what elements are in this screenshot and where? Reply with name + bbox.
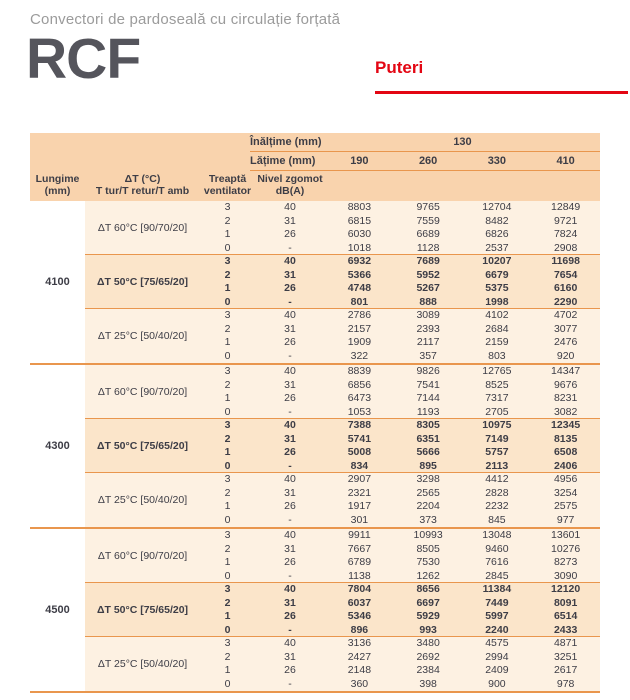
power-value-cell: 2617	[553, 664, 578, 676]
power-value-cell: 1909	[347, 336, 372, 348]
power-value-cell: 6514	[553, 610, 578, 622]
power-value-cell: 2427	[347, 650, 372, 663]
power-value-cell: 8231	[553, 392, 578, 404]
power-value-cell: 6351	[416, 432, 440, 445]
noise-level-cell: 40	[284, 365, 296, 377]
col-header-noise-line2: dB(A)	[275, 185, 305, 197]
power-value-cell: 895	[419, 459, 437, 472]
power-value-cell: 8525	[485, 378, 509, 391]
power-value-cell: 7654	[553, 268, 578, 281]
power-value-cell: 3254	[553, 486, 578, 499]
power-value-cell: 6160	[553, 282, 578, 294]
power-value-cell: 2994	[485, 650, 509, 663]
power-value-cell: 3480	[416, 637, 440, 649]
power-value-cell: 6508	[553, 446, 578, 458]
noise-level-cell: -	[288, 569, 292, 582]
power-value-cell: 9765	[416, 201, 440, 213]
power-value-cell: 2406	[553, 459, 578, 472]
power-value-cell: 6789	[347, 556, 372, 568]
power-value-cell: 4102	[485, 309, 509, 321]
power-value-cell: 7530	[416, 556, 440, 568]
noise-level-cell: 31	[284, 432, 296, 445]
power-value-cell: 13601	[551, 529, 581, 541]
power-value-cell: 2537	[485, 241, 509, 254]
fan-speed-cell: 3	[224, 637, 231, 649]
col-header-noise-line1: Nivel zgomot	[257, 173, 323, 185]
fan-speed-cell: 0	[224, 349, 231, 362]
fan-speed-cell: 1	[224, 282, 231, 294]
power-value-cell: 2117	[416, 336, 440, 348]
length-label: 4500	[30, 529, 85, 691]
power-value-cell: 360	[350, 677, 369, 690]
power-value-cell: 10207	[482, 255, 512, 267]
col-header-length-line2: (mm)	[44, 185, 71, 197]
power-value-cell: 5267	[416, 282, 440, 294]
noise-level-cell: 40	[284, 529, 296, 541]
col-header-noise	[255, 173, 325, 197]
power-value-cell: 4575	[485, 637, 509, 649]
power-value-cell: 357	[419, 349, 437, 362]
power-value-cell: 2692	[416, 650, 440, 663]
power-value-cell: 6826	[485, 228, 509, 240]
fan-speed-cell: 2	[224, 214, 231, 227]
table-header	[30, 133, 600, 201]
delta-t-label: ΔT 60°C [90/70/20]	[97, 386, 188, 398]
noise-level-cell: -	[288, 295, 292, 308]
col-header-delta-t-line2: T tur/T retur/T amb	[95, 185, 190, 197]
power-value-cell: 6679	[485, 268, 509, 281]
noise-level-cell: 40	[284, 255, 296, 267]
power-value-cell: 4748	[347, 282, 372, 294]
header-row-columns	[30, 171, 600, 201]
power-value-cell: 2907	[347, 473, 372, 485]
col-header-fan-speed	[200, 173, 255, 197]
power-value-cell: 8091	[553, 596, 578, 609]
fan-speed-cell: 2	[224, 268, 231, 281]
power-value-cell: 301	[350, 513, 369, 526]
power-value-cell: 3077	[553, 322, 578, 335]
power-value-cell: 398	[419, 677, 437, 690]
power-value-cell: 2705	[485, 405, 509, 418]
noise-level-cell: 40	[284, 473, 296, 485]
noise-level-cell: 26	[284, 556, 296, 568]
section-label: Puteri	[375, 58, 424, 77]
power-value-cell: 3298	[416, 473, 440, 485]
power-value-cell: 5366	[347, 268, 372, 281]
fan-speed-cell: 0	[224, 677, 231, 690]
noise-level-cell: 40	[284, 201, 296, 213]
power-value-cell: 801	[350, 295, 369, 308]
col-header-fan-speed-line1: Treaptă	[208, 173, 247, 185]
noise-level-cell: 31	[284, 268, 296, 281]
fan-speed-cell: 2	[224, 432, 231, 445]
power-value-cell: 7388	[347, 419, 372, 431]
width-value-190: 190	[350, 155, 369, 167]
power-value-cell: 6815	[347, 214, 372, 227]
power-value-cell: 3251	[553, 650, 578, 663]
noise-level-cell: 40	[284, 583, 296, 595]
power-value-cell: 8839	[347, 365, 372, 377]
width-label: Lățime (mm)	[250, 155, 316, 167]
power-value-cell: 6689	[416, 228, 440, 240]
delta-t-label: ΔT 25°C [50/40/20]	[97, 330, 188, 342]
power-value-cell: 7824	[553, 228, 578, 240]
fan-speed-cell: 3	[224, 473, 231, 485]
fan-speed-cell: 2	[224, 542, 231, 555]
power-value-cell: 3082	[553, 405, 578, 418]
fan-speed-cell: 3	[224, 529, 231, 541]
power-value-cell: 7144	[416, 392, 440, 404]
fan-speed-cell: 3	[224, 419, 231, 431]
delta-t-label: ΔT 50°C [75/65/20]	[96, 440, 189, 452]
section-underline	[375, 91, 628, 94]
power-value-cell: 845	[488, 513, 506, 526]
power-value-cell: 2786	[347, 309, 372, 321]
fan-speed-cell: 1	[224, 556, 231, 568]
col-header-delta-t	[85, 173, 200, 197]
length-label: 4100	[30, 201, 85, 363]
noise-level-cell: 31	[284, 596, 296, 609]
power-value-cell: 9460	[485, 542, 509, 555]
delta-t-label: ΔT 50°C [75/65/20]	[96, 604, 189, 616]
power-value-cell: 2908	[553, 241, 578, 254]
power-value-cell: 12765	[482, 365, 512, 377]
table-body	[30, 201, 600, 693]
fan-speed-cell: 1	[224, 392, 231, 404]
fan-speed-cell: 1	[224, 228, 231, 240]
power-value-cell: 2290	[553, 295, 578, 308]
noise-level-cell: 26	[284, 500, 296, 512]
power-value-cell: 2240	[485, 623, 509, 636]
power-value-cell: 5346	[347, 610, 372, 622]
page-subtitle: Convectori de pardoseală cu circulație forțată	[30, 11, 341, 28]
power-value-cell: 2113	[485, 459, 509, 472]
power-value-cell: 2684	[485, 322, 509, 335]
noise-level-cell: 26	[284, 228, 296, 240]
product-model-title: RCF	[26, 27, 141, 91]
power-value-cell: 12345	[551, 419, 581, 431]
power-value-cell: 978	[556, 677, 575, 690]
noise-level-cell: -	[288, 349, 292, 362]
power-value-cell: 5741	[347, 432, 372, 445]
power-value-cell: 1138	[348, 569, 371, 582]
noise-level-cell: 26	[284, 446, 296, 458]
col-header-delta-t-line1: ΔT (°C)	[124, 173, 161, 185]
power-value-cell: 7149	[485, 432, 509, 445]
power-value-cell: 5997	[485, 610, 509, 622]
fan-speed-cell: 0	[224, 405, 231, 418]
power-value-cell: 9826	[416, 365, 440, 377]
noise-level-cell: -	[288, 513, 292, 526]
fan-speed-cell: 1	[224, 664, 231, 676]
power-value-cell: 9676	[553, 378, 578, 391]
power-value-cell: 7689	[416, 255, 440, 267]
noise-level-cell: -	[288, 459, 292, 472]
fan-speed-cell: 1	[224, 500, 231, 512]
col-header-fan-speed-line2: ventilator	[203, 185, 252, 197]
powers-table	[30, 133, 600, 693]
power-value-cell: 2159	[485, 336, 509, 348]
fan-speed-cell: 2	[224, 378, 231, 391]
power-value-cell: 977	[556, 513, 575, 526]
power-value-cell: 2409	[485, 664, 509, 676]
noise-level-cell: 26	[284, 392, 296, 404]
power-value-cell: 3136	[347, 637, 372, 649]
power-value-cell: 322	[350, 349, 369, 362]
power-value-cell: 9911	[348, 529, 371, 541]
noise-level-cell: 31	[284, 650, 296, 663]
power-value-cell: 1128	[416, 241, 440, 254]
power-value-cell: 8505	[416, 542, 440, 555]
power-value-cell: 5757	[485, 446, 509, 458]
power-value-cell: 1262	[416, 569, 440, 582]
fan-speed-cell: 3	[224, 365, 231, 377]
header-row-width	[30, 152, 600, 170]
power-value-cell: 993	[419, 623, 437, 636]
power-value-cell: 14347	[551, 365, 581, 377]
noise-level-cell: 31	[284, 486, 296, 499]
power-value-cell: 2157	[347, 322, 372, 335]
power-value-cell: 3090	[553, 569, 578, 582]
fan-speed-cell: 0	[224, 241, 231, 254]
power-value-cell: 11384	[482, 583, 512, 595]
fan-speed-cell: 0	[224, 295, 231, 308]
noise-level-cell: -	[288, 241, 292, 254]
delta-t-label: ΔT 25°C [50/40/20]	[97, 494, 188, 506]
power-value-cell: 5008	[347, 446, 372, 458]
power-value-cell: 8656	[416, 583, 440, 595]
power-value-cell: 7667	[347, 542, 372, 555]
power-value-cell: 7541	[416, 378, 440, 391]
fan-speed-cell: 2	[224, 322, 231, 335]
noise-level-cell: 26	[284, 282, 296, 294]
width-value-260: 260	[418, 155, 438, 167]
noise-level-cell: 26	[284, 664, 296, 676]
power-value-cell: 2148	[347, 664, 372, 676]
fan-speed-cell: 0	[224, 459, 231, 472]
power-value-cell: 6030	[347, 228, 372, 240]
power-value-cell: 8273	[553, 556, 578, 568]
height-label: Înălțime (mm)	[250, 136, 322, 148]
fan-speed-cell: 2	[224, 650, 231, 663]
power-value-cell: 4956	[553, 473, 578, 485]
power-value-cell: 6697	[416, 596, 440, 609]
power-value-cell: 7449	[485, 596, 509, 609]
noise-level-cell: 40	[284, 309, 296, 321]
power-value-cell: 10993	[413, 529, 443, 541]
power-value-cell: 7317	[485, 392, 509, 404]
noise-level-cell: 40	[284, 637, 296, 649]
power-value-cell: 920	[556, 349, 575, 362]
header-row-height	[30, 133, 600, 151]
power-value-cell: 5375	[485, 282, 509, 294]
col-header-length	[30, 173, 85, 197]
fan-speed-cell: 1	[224, 336, 231, 348]
fan-speed-cell: 2	[224, 596, 231, 609]
noise-level-cell: -	[288, 405, 292, 418]
power-value-cell: 4871	[553, 637, 578, 649]
power-value-cell: 2565	[416, 486, 440, 499]
power-value-cell: 900	[488, 677, 506, 690]
power-value-cell: 2384	[416, 664, 440, 676]
power-value-cell: 1193	[416, 405, 440, 418]
power-value-cell: 5952	[416, 268, 440, 281]
power-value-cell: 1917	[347, 500, 372, 512]
power-value-cell: 8803	[347, 201, 372, 213]
fan-speed-cell: 0	[224, 569, 231, 582]
col-header-length-line1: Lungime	[35, 173, 80, 185]
power-value-cell: 8305	[416, 419, 440, 431]
power-value-cell: 10276	[551, 542, 581, 555]
power-value-cell: 5666	[416, 446, 440, 458]
power-value-cell: 803	[488, 349, 506, 362]
power-value-cell: 4702	[553, 309, 578, 321]
power-value-cell: 2845	[485, 569, 509, 582]
fan-speed-cell: 3	[224, 583, 231, 595]
power-value-cell: 5929	[416, 610, 440, 622]
power-value-cell: 834	[350, 459, 369, 472]
power-value-cell: 888	[419, 295, 437, 308]
power-value-cell: 2433	[553, 623, 578, 636]
power-value-cell: 2393	[416, 322, 440, 335]
power-value-cell: 12704	[482, 201, 512, 213]
fan-speed-cell: 0	[224, 513, 231, 526]
power-value-cell: 373	[419, 513, 437, 526]
power-value-cell: 1998	[485, 295, 509, 308]
power-value-cell: 13048	[482, 529, 512, 541]
width-value-410: 410	[556, 155, 575, 167]
length-group	[30, 201, 600, 365]
length-group	[30, 529, 600, 693]
noise-level-cell: 26	[284, 610, 296, 622]
power-value-cell: 6473	[347, 392, 372, 404]
height-value: 130	[453, 136, 472, 148]
power-value-cell: 9721	[553, 214, 578, 227]
noise-level-cell: 31	[284, 378, 296, 391]
fan-speed-cell: 1	[224, 610, 231, 622]
power-value-cell: 12120	[551, 583, 581, 595]
noise-level-cell: 40	[284, 419, 296, 431]
power-value-cell: 6037	[347, 596, 372, 609]
power-value-cell: 2321	[347, 486, 372, 499]
power-value-cell: 1053	[347, 405, 372, 418]
power-value-cell: 6856	[347, 378, 372, 391]
noise-level-cell: -	[288, 677, 292, 690]
power-value-cell: 7804	[347, 583, 372, 595]
power-value-cell: 7559	[416, 214, 440, 227]
fan-speed-cell: 1	[224, 446, 231, 458]
delta-t-label: ΔT 60°C [90/70/20]	[97, 222, 188, 234]
delta-t-label: ΔT 25°C [50/40/20]	[97, 658, 188, 670]
power-value-cell: 8482	[485, 214, 509, 227]
width-value-330: 330	[487, 155, 507, 167]
power-value-cell: 2828	[485, 486, 509, 499]
power-value-cell: 3089	[416, 309, 440, 321]
length-group	[30, 365, 600, 529]
length-label: 4300	[30, 365, 85, 527]
power-value-cell: 896	[350, 623, 369, 636]
power-value-cell: 2204	[416, 500, 440, 512]
noise-level-cell: 31	[284, 322, 296, 335]
power-value-cell: 2476	[553, 336, 578, 348]
noise-level-cell: -	[288, 623, 292, 636]
power-value-cell: 11698	[551, 255, 580, 267]
power-value-cell: 4412	[485, 473, 509, 485]
noise-level-cell: 26	[284, 336, 296, 348]
power-value-cell: 6932	[347, 255, 372, 267]
power-value-cell: 12849	[551, 201, 581, 213]
power-value-cell: 2232	[485, 500, 509, 512]
fan-speed-cell: 2	[224, 486, 231, 499]
fan-speed-cell: 0	[224, 623, 231, 636]
noise-level-cell: 31	[284, 214, 296, 227]
delta-t-label: ΔT 50°C [75/65/20]	[96, 276, 189, 288]
power-value-cell: 10975	[482, 419, 512, 431]
power-value-cell: 1018	[347, 241, 372, 254]
fan-speed-cell: 3	[224, 309, 231, 321]
power-value-cell: 8135	[553, 432, 578, 445]
noise-level-cell: 31	[284, 542, 296, 555]
delta-t-label: ΔT 60°C [90/70/20]	[97, 550, 188, 562]
fan-speed-cell: 3	[224, 255, 231, 267]
power-value-cell: 7616	[485, 556, 509, 568]
fan-speed-cell: 3	[224, 201, 231, 213]
power-value-cell: 2575	[553, 500, 578, 512]
